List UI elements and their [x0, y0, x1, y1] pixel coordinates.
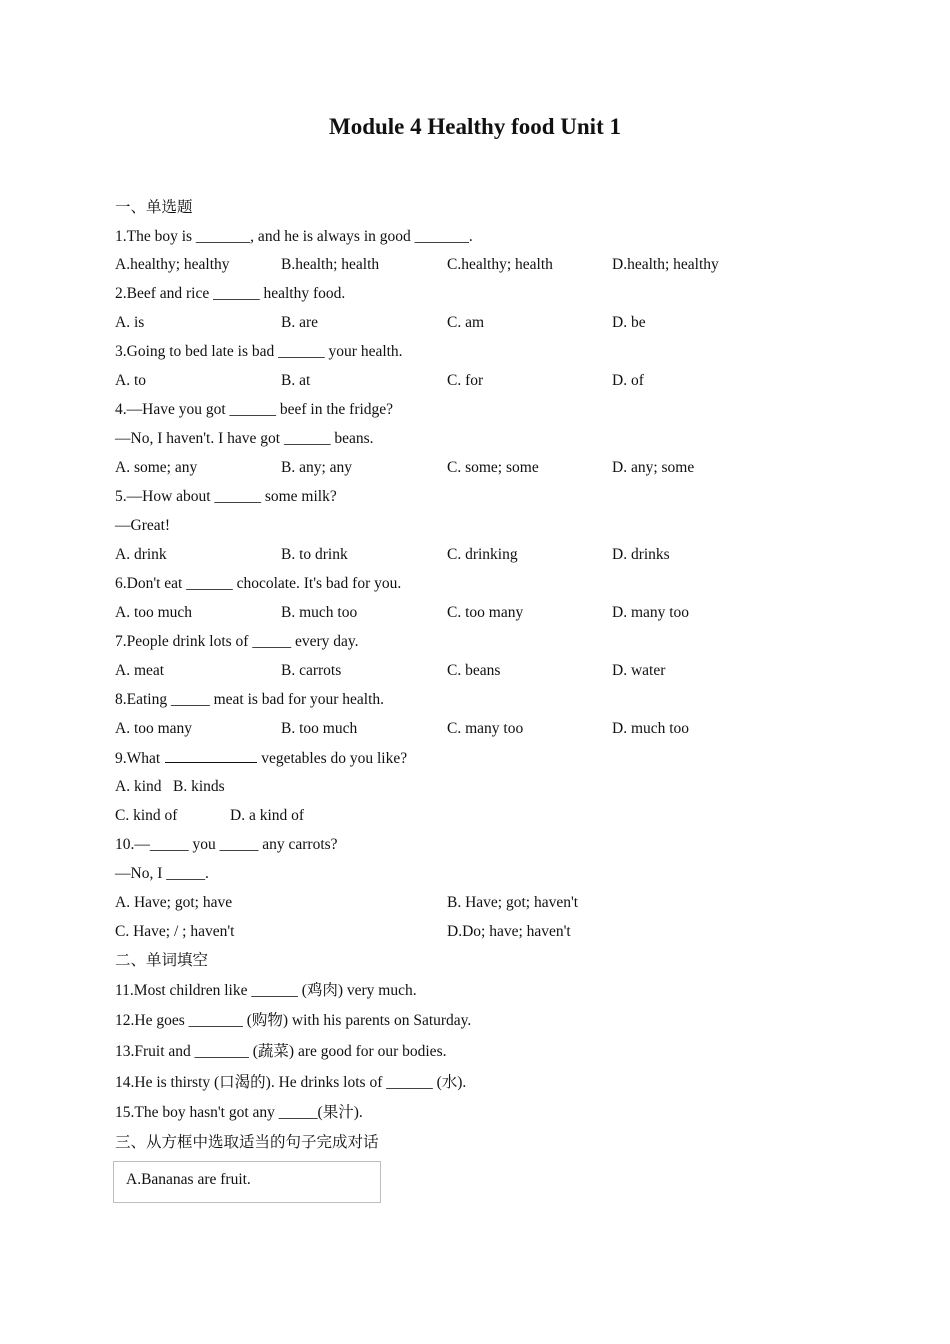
question-1-option-d: D.health; healthy: [612, 256, 719, 273]
question-2-option-d: D. be: [612, 314, 646, 331]
question-8-option-d: D. much too: [612, 720, 690, 737]
question-4-option-d: D. any; some: [612, 459, 695, 476]
question-1-option-c: C.healthy; health: [447, 256, 553, 273]
question-9-option-c: C. kind of: [115, 807, 178, 824]
question-1-option-b: B.health; health: [281, 256, 380, 273]
question-6-option-a: A. too much: [115, 604, 193, 621]
answer-blank: [165, 748, 257, 763]
question-2-option-c: C. am: [447, 314, 485, 331]
question-4-stem: 4.—Have you got ______ beef in the fridge?: [115, 401, 394, 418]
section-heading-1: 一、单选题: [115, 199, 193, 216]
question-3-option-c: C. for: [447, 372, 484, 389]
question-8-option-b: B. too much: [281, 720, 358, 737]
question-4-stem-2: —No, I haven't. I have got ______ beans.: [115, 430, 374, 447]
question-2-stem: 2.Beef and rice ______ healthy food.: [115, 285, 346, 302]
question-7-option-a: A. meat: [115, 662, 165, 679]
question-10-option-d: D.Do; have; haven't: [447, 923, 571, 940]
sentence-choice-box: [113, 1161, 381, 1203]
choice-item: A.Bananas are fruit.: [126, 1171, 251, 1188]
question-5-stem: 5.—How about ______ some milk?: [115, 488, 337, 505]
question-7-option-c: C. beans: [447, 662, 501, 679]
question-9-stem-end: vegetables do you like?: [261, 750, 408, 767]
question-7-option-b: B. carrots: [281, 662, 342, 679]
question-8-option-a: A. too many: [115, 720, 193, 737]
question-1-option-a: A.healthy; healthy: [115, 256, 230, 273]
question-5-stem-2: —Great!: [115, 517, 171, 534]
question-6-option-c: C. too many: [447, 604, 524, 621]
question-6-option-d: D. many too: [612, 604, 690, 621]
question-5-option-d: D. drinks: [612, 546, 670, 563]
question-10-option-b: B. Have; got; haven't: [447, 894, 579, 911]
question-14: 14.He is thirsty (口渴的). He drinks lots of ______ (水).: [115, 1074, 467, 1091]
question-13: 13.Fruit and _______ (蔬菜) are good for our bodies.: [115, 1043, 447, 1060]
question-9-option-b: B. kinds: [173, 778, 225, 795]
question-15: 15.The boy hasn't got any _____(果汁).: [115, 1104, 363, 1121]
question-5-option-b: B. to drink: [281, 546, 348, 563]
question-10-stem: 10.—_____ you _____ any carrots?: [115, 836, 338, 853]
question-11: 11.Most children like ______ (鸡肉) very much.: [115, 982, 417, 999]
question-8-option-c: C. many too: [447, 720, 524, 737]
question-9-stem: [115, 748, 407, 769]
question-10-option-a: A. Have; got; have: [115, 894, 233, 911]
question-9-option-d: D. a kind of: [230, 807, 305, 824]
question-3-stem: 3.Going to bed late is bad ______ your health.: [115, 343, 403, 360]
question-12: 12.He goes _______ (购物) with his parents on Saturday.: [115, 1012, 472, 1029]
question-2-option-b: B. are: [281, 314, 319, 331]
question-4-option-c: C. some; some: [447, 459, 539, 476]
question-10-stem-2: —No, I _____.: [115, 865, 209, 882]
question-2-option-a: A. is: [115, 314, 145, 331]
question-5-option-a: A. drink: [115, 546, 167, 563]
question-3-option-d: D. of: [612, 372, 644, 389]
question-10-option-c: C. Have; / ; haven't: [115, 923, 235, 940]
question-7-stem: 7.People drink lots of _____ every day.: [115, 633, 359, 650]
question-1-stem: 1.The boy is _______, and he is always in good _______.: [115, 228, 473, 245]
question-4-option-b: B. any; any: [281, 459, 353, 476]
question-4-option-a: A. some; any: [115, 459, 198, 476]
section-heading-2: 二、单词填空: [115, 952, 209, 969]
question-5-option-c: C. drinking: [447, 546, 518, 563]
question-8-stem: 8.Eating _____ meat is bad for your health.: [115, 691, 385, 708]
question-9-option-a: A. kind: [115, 778, 162, 795]
question-9-stem-start: 9.What: [115, 750, 161, 767]
question-3-option-a: A. to: [115, 372, 146, 389]
question-3-option-b: B. at: [281, 372, 311, 389]
question-7-option-d: D. water: [612, 662, 666, 679]
question-6-stem: 6.Don't eat ______ chocolate. It's bad for you.: [115, 575, 402, 592]
section-heading-3: 三、从方框中选取适当的句子完成对话: [115, 1134, 379, 1151]
page-title: Module 4 Healthy food Unit 1: [329, 114, 621, 139]
question-6-option-b: B. much too: [281, 604, 358, 621]
